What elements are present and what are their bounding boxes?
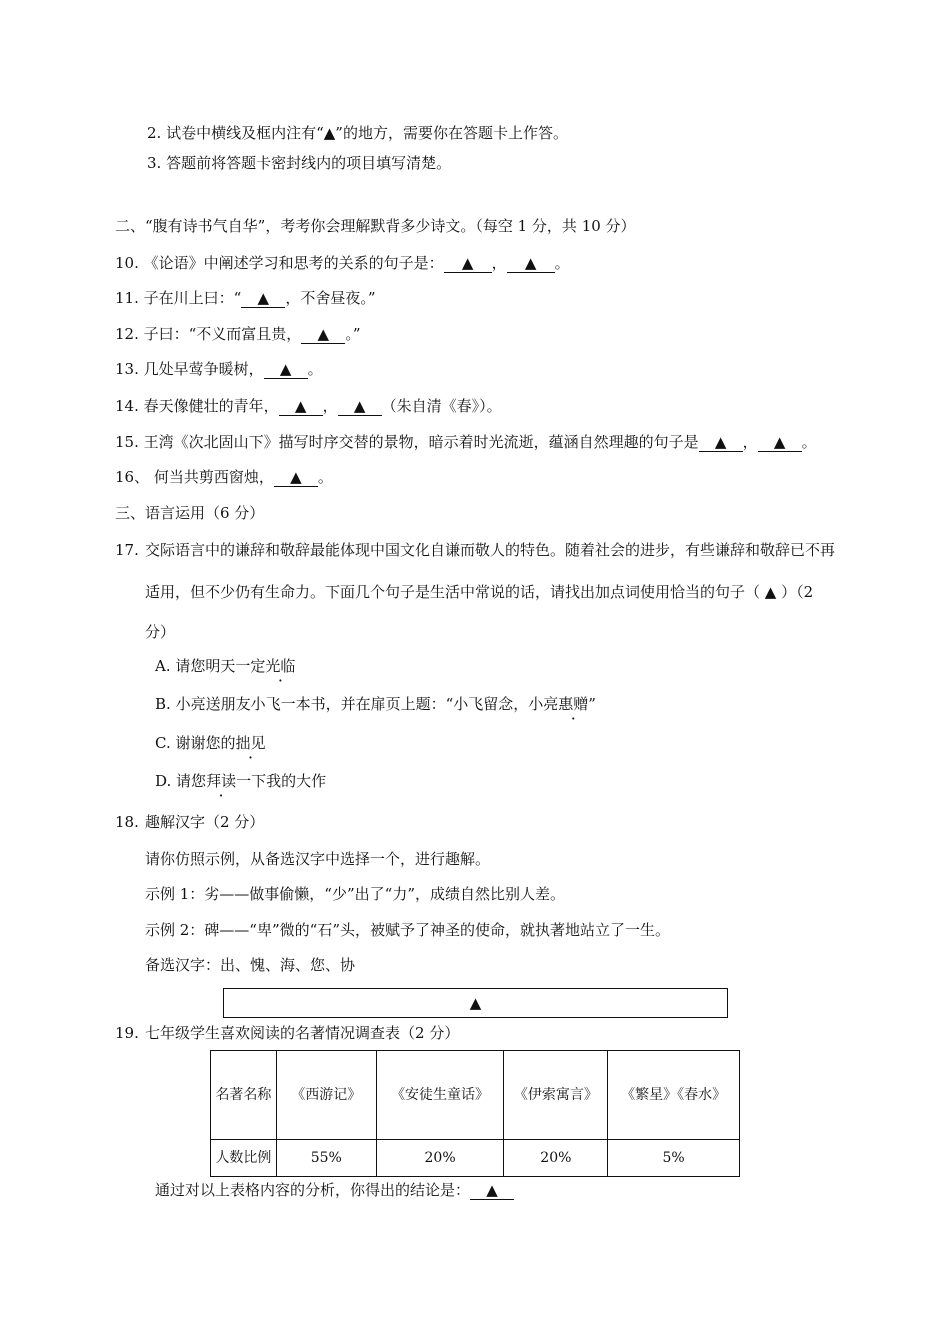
section3-heading: 三、语言运用（6 分） bbox=[115, 504, 265, 522]
q19-conclusion-text: 通过对以上表格内容的分析，你得出的结论是： bbox=[155, 1181, 471, 1199]
dotted-word: 光临 bbox=[265, 657, 296, 675]
q17-line3: 分） bbox=[145, 623, 176, 641]
q18-choices: 备选汉字：出、愧、海、您、协 bbox=[145, 956, 356, 974]
q10-text: 《论语》中阐述学习和思考的关系的句子是： bbox=[143, 254, 444, 272]
q19-conclusion bbox=[155, 1180, 514, 1200]
answer-blank: ▲ bbox=[279, 397, 323, 416]
question-12 bbox=[115, 324, 360, 344]
dotted-word: 拙见 bbox=[235, 734, 266, 752]
option-label: A. bbox=[155, 657, 171, 675]
q15-end: 。 bbox=[801, 433, 817, 451]
table-cell: 《繁星》《春水》 bbox=[608, 1051, 740, 1140]
table-cell: 《伊索寓言》 bbox=[504, 1051, 608, 1140]
q18-instruction: 请你仿照示例，从备选汉字中选择一个，进行趣解。 bbox=[145, 850, 491, 868]
q13-after: 。 bbox=[307, 360, 323, 378]
q10-number: 10. bbox=[115, 254, 139, 272]
q15-text: 王湾《次北固山下》描写时序交替的景物，暗示着时光流逝，蕴涵自然理趣的句子是 bbox=[143, 433, 699, 451]
option-label: C. bbox=[155, 734, 171, 752]
survey-table bbox=[210, 1050, 740, 1177]
table-row bbox=[211, 1051, 740, 1140]
q10-end: 。 bbox=[554, 254, 570, 272]
q16-number: 16、 bbox=[115, 468, 150, 486]
answer-blank: ▲ bbox=[699, 433, 743, 452]
question-15 bbox=[115, 432, 817, 452]
q12-text: 子曰：“不义而富且贵， bbox=[143, 325, 302, 343]
note-3: 3. 答题前将答题卡密封线内的项目填写清楚。 bbox=[147, 154, 452, 172]
option-label: B. bbox=[155, 695, 171, 713]
question-16 bbox=[115, 467, 333, 487]
q16-after: 。 bbox=[317, 468, 333, 486]
question-11 bbox=[115, 288, 375, 308]
q13-text: 几处早莺争暖树， bbox=[143, 360, 264, 378]
section2-heading: 二、“腹有诗书气自华”，考考你会理解默背多少诗文。（每空 1 分，共 10 分） bbox=[115, 217, 636, 235]
q11-text: 子在川上曰：“ bbox=[143, 289, 242, 307]
question-13 bbox=[115, 359, 323, 379]
q12-after: 。” bbox=[345, 325, 361, 343]
table-header-cell: 人数比例 bbox=[211, 1140, 277, 1177]
table-row bbox=[211, 1140, 740, 1177]
dotted-word: 惠赠 bbox=[558, 695, 589, 713]
q19-number: 19. bbox=[115, 1024, 139, 1042]
answer-blank: ▲ bbox=[507, 254, 555, 273]
q17-line1: 交际语言中的谦辞和敬辞最能体现中国文化自谦而敬人的特色。随着社会的进步，有些谦辞和敬辞已不再 bbox=[145, 541, 836, 559]
q18-example-1: 示例 1：劣——做事偷懒，“少”出了“力”，成绩自然比别人差。 bbox=[145, 885, 565, 903]
option-text-end: 一下我的大作 bbox=[236, 772, 327, 790]
answer-blank: ▲ bbox=[241, 289, 285, 308]
option-text: 谢谢您的 bbox=[175, 734, 236, 752]
q15-number: 15. bbox=[115, 433, 139, 451]
q18-number: 18. bbox=[115, 813, 139, 831]
question-10 bbox=[115, 253, 570, 273]
q14-text: 春天像健壮的青年， bbox=[143, 397, 279, 415]
table-header-cell: 名著名称 bbox=[211, 1051, 277, 1140]
table-cell: 55% bbox=[276, 1140, 376, 1177]
option-label: D. bbox=[155, 772, 172, 790]
dotted-word: 拜读 bbox=[206, 772, 237, 790]
answer-blank: ▲ bbox=[758, 433, 802, 452]
q15-sep: ， bbox=[742, 433, 758, 451]
q13-number: 13. bbox=[115, 360, 139, 378]
table-cell: 《西游记》 bbox=[276, 1051, 376, 1140]
question-14 bbox=[115, 396, 502, 416]
answer-blank: ▲ bbox=[338, 397, 382, 416]
answer-blank: ▲ bbox=[444, 254, 492, 273]
table-cell: 5% bbox=[608, 1140, 740, 1177]
table-cell: 20% bbox=[504, 1140, 608, 1177]
q17-number: 17. bbox=[115, 541, 139, 559]
q17-option-a bbox=[155, 656, 295, 676]
q14-sep: ， bbox=[322, 397, 338, 415]
q11-number: 11. bbox=[115, 289, 139, 307]
q17-line2: 适用，但不少仍有生命力。下面几个句子是生活中常说的话，请找出加点词使用恰当的句子（ ▲ ）（2 bbox=[145, 583, 814, 601]
q11-after: ，不舍昼夜。” bbox=[285, 289, 376, 307]
option-text: 小亮送朋友小飞一本书，并在扉页上题：“小飞留念，小亮 bbox=[175, 695, 559, 713]
q14-number: 14. bbox=[115, 397, 139, 415]
q14-after: （朱自清《春》）。 bbox=[381, 397, 502, 415]
note-2: 2. 试卷中横线及框内注有“▲”的地方，需要你在答题卡上作答。 bbox=[147, 124, 568, 142]
q17-option-c bbox=[155, 733, 266, 753]
q18-answer-box bbox=[223, 988, 728, 1018]
q16-text: 何当共剪西窗烛， bbox=[153, 468, 274, 486]
answer-blank: ▲ bbox=[264, 360, 308, 379]
q17-option-b bbox=[155, 694, 596, 714]
option-text: 请您 bbox=[176, 772, 207, 790]
table-cell: 《安徒生童话》 bbox=[376, 1051, 504, 1140]
q12-number: 12. bbox=[115, 325, 139, 343]
answer-blank: ▲ bbox=[470, 1181, 514, 1200]
option-text: 请您明天一定 bbox=[175, 657, 266, 675]
q10-sep: ， bbox=[491, 254, 507, 272]
table-cell: 20% bbox=[376, 1140, 504, 1177]
answer-blank: ▲ bbox=[301, 325, 345, 344]
option-text-end: ” bbox=[588, 695, 596, 713]
answer-blank: ▲ bbox=[274, 468, 318, 487]
q19-title: 七年级学生喜欢阅读的名著情况调查表（2 分） bbox=[145, 1024, 460, 1042]
q18-title: 趣解汉字（2 分） bbox=[145, 813, 265, 831]
q17-option-d bbox=[155, 771, 326, 791]
q18-example-2: 示例 2：碑——“卑”微的“石”头，被赋予了神圣的使命，就执著地站立了一生。 bbox=[145, 921, 670, 939]
answer-blank: ▲ bbox=[469, 994, 482, 1012]
